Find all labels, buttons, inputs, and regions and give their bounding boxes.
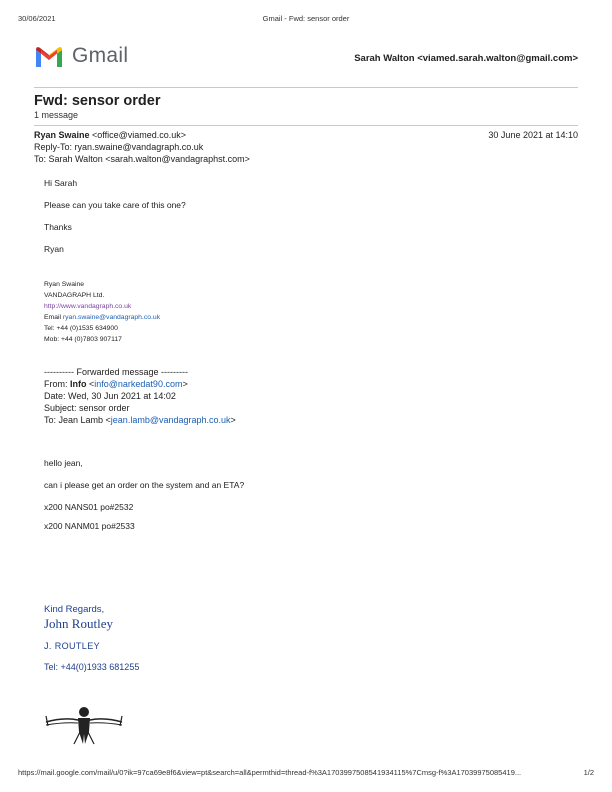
recipient-to: To: Sarah Walton <sarah.walton@vandagraphst.com>	[34, 154, 250, 164]
signature-email-label: Email	[44, 314, 63, 321]
gmail-wordmark: Gmail	[72, 44, 129, 67]
signature-mob: Mob: +44 (0)7803 907117	[44, 336, 122, 343]
forward-signature-name: John Routley	[44, 616, 113, 631]
forward-separator: ---------- Forwarded message ---------	[44, 367, 188, 377]
print-footer-url: https://mail.google.com/mail/u/0?ik=97ca69e8f6&view=pt&search=all&permthid=thread-f%3A1703997508541934115%7Cmsg-f%3A17039975085419...	[18, 768, 522, 777]
gmail-logo	[34, 44, 128, 68]
forward-date: Date: Wed, 30 Jun 2021 at 14:02	[44, 391, 176, 401]
forward-from-name: Info	[70, 379, 87, 389]
vitruvian-sketch-image	[44, 702, 124, 751]
forward-regards: Kind Regards,	[44, 604, 105, 615]
print-page-title: Gmail - Fwd: sensor order	[262, 14, 350, 23]
signature-email	[44, 314, 160, 321]
forward-body-line: x200 NANS01 po#2532	[44, 502, 134, 512]
forward-body-line: can i please get an order on the system and an ETA?	[44, 480, 245, 490]
divider	[34, 87, 578, 88]
forward-body-line: x200 NANM01 po#2533	[44, 521, 135, 531]
forward-signature-tel: Tel: +44(0)1933 681255	[44, 662, 140, 672]
signature-email-link[interactable]: ryan.swaine@vandagraph.co.uk	[62, 314, 161, 321]
forward-signature-initials: J. ROUTLEY	[44, 641, 101, 651]
body-line: Ryan	[44, 244, 64, 254]
signature-tel: Tel: +44 (0)1535 634900	[44, 325, 118, 332]
gmail-logo-icon	[34, 45, 64, 68]
signature-name: Ryan Swaine	[44, 281, 85, 288]
message-count: 1 message	[34, 110, 79, 120]
sender-name: Ryan Swaine	[34, 130, 90, 140]
thread-subject: Fwd: sensor order	[34, 93, 161, 109]
signature-company: VANDAGRAPH Ltd.	[44, 292, 105, 299]
forward-to-email-link[interactable]: jean.lamb@vandagraph.co.uk	[110, 415, 231, 425]
body-line: Please can you take care of this one?	[44, 200, 186, 210]
signature-website-link[interactable]: http://www.vandagraph.co.uk	[44, 303, 132, 310]
forward-to: To: Jean Lamb <jean.lamb@vandagraph.co.uk>	[44, 415, 236, 425]
forward-from: From: Info <info@narkedat90.com>	[44, 379, 188, 389]
body-line: Hi Sarah	[44, 178, 78, 188]
message-from	[34, 130, 186, 140]
message-date: 30 June 2021 at 14:10	[488, 130, 578, 140]
body-line: Thanks	[44, 222, 72, 232]
forward-body-line: hello jean,	[44, 458, 83, 468]
forward-subject: Subject: sensor order	[44, 403, 130, 413]
divider	[34, 125, 578, 126]
forward-from-email-link[interactable]: info@narkedat90.com	[94, 379, 183, 389]
reply-to: Reply-To: ryan.swaine@vandagraph.co.uk	[34, 142, 204, 152]
forward-from-label: From:	[44, 379, 70, 389]
sender-email: <office@viamed.co.uk>	[92, 130, 187, 140]
forward-to-label: To: Jean Lamb <	[44, 415, 111, 425]
print-date: 30/06/2021	[18, 14, 56, 23]
account-label: Sarah Walton <viamed.sarah.walton@gmail.com>	[354, 53, 578, 64]
page-number: 1/2	[583, 768, 594, 777]
